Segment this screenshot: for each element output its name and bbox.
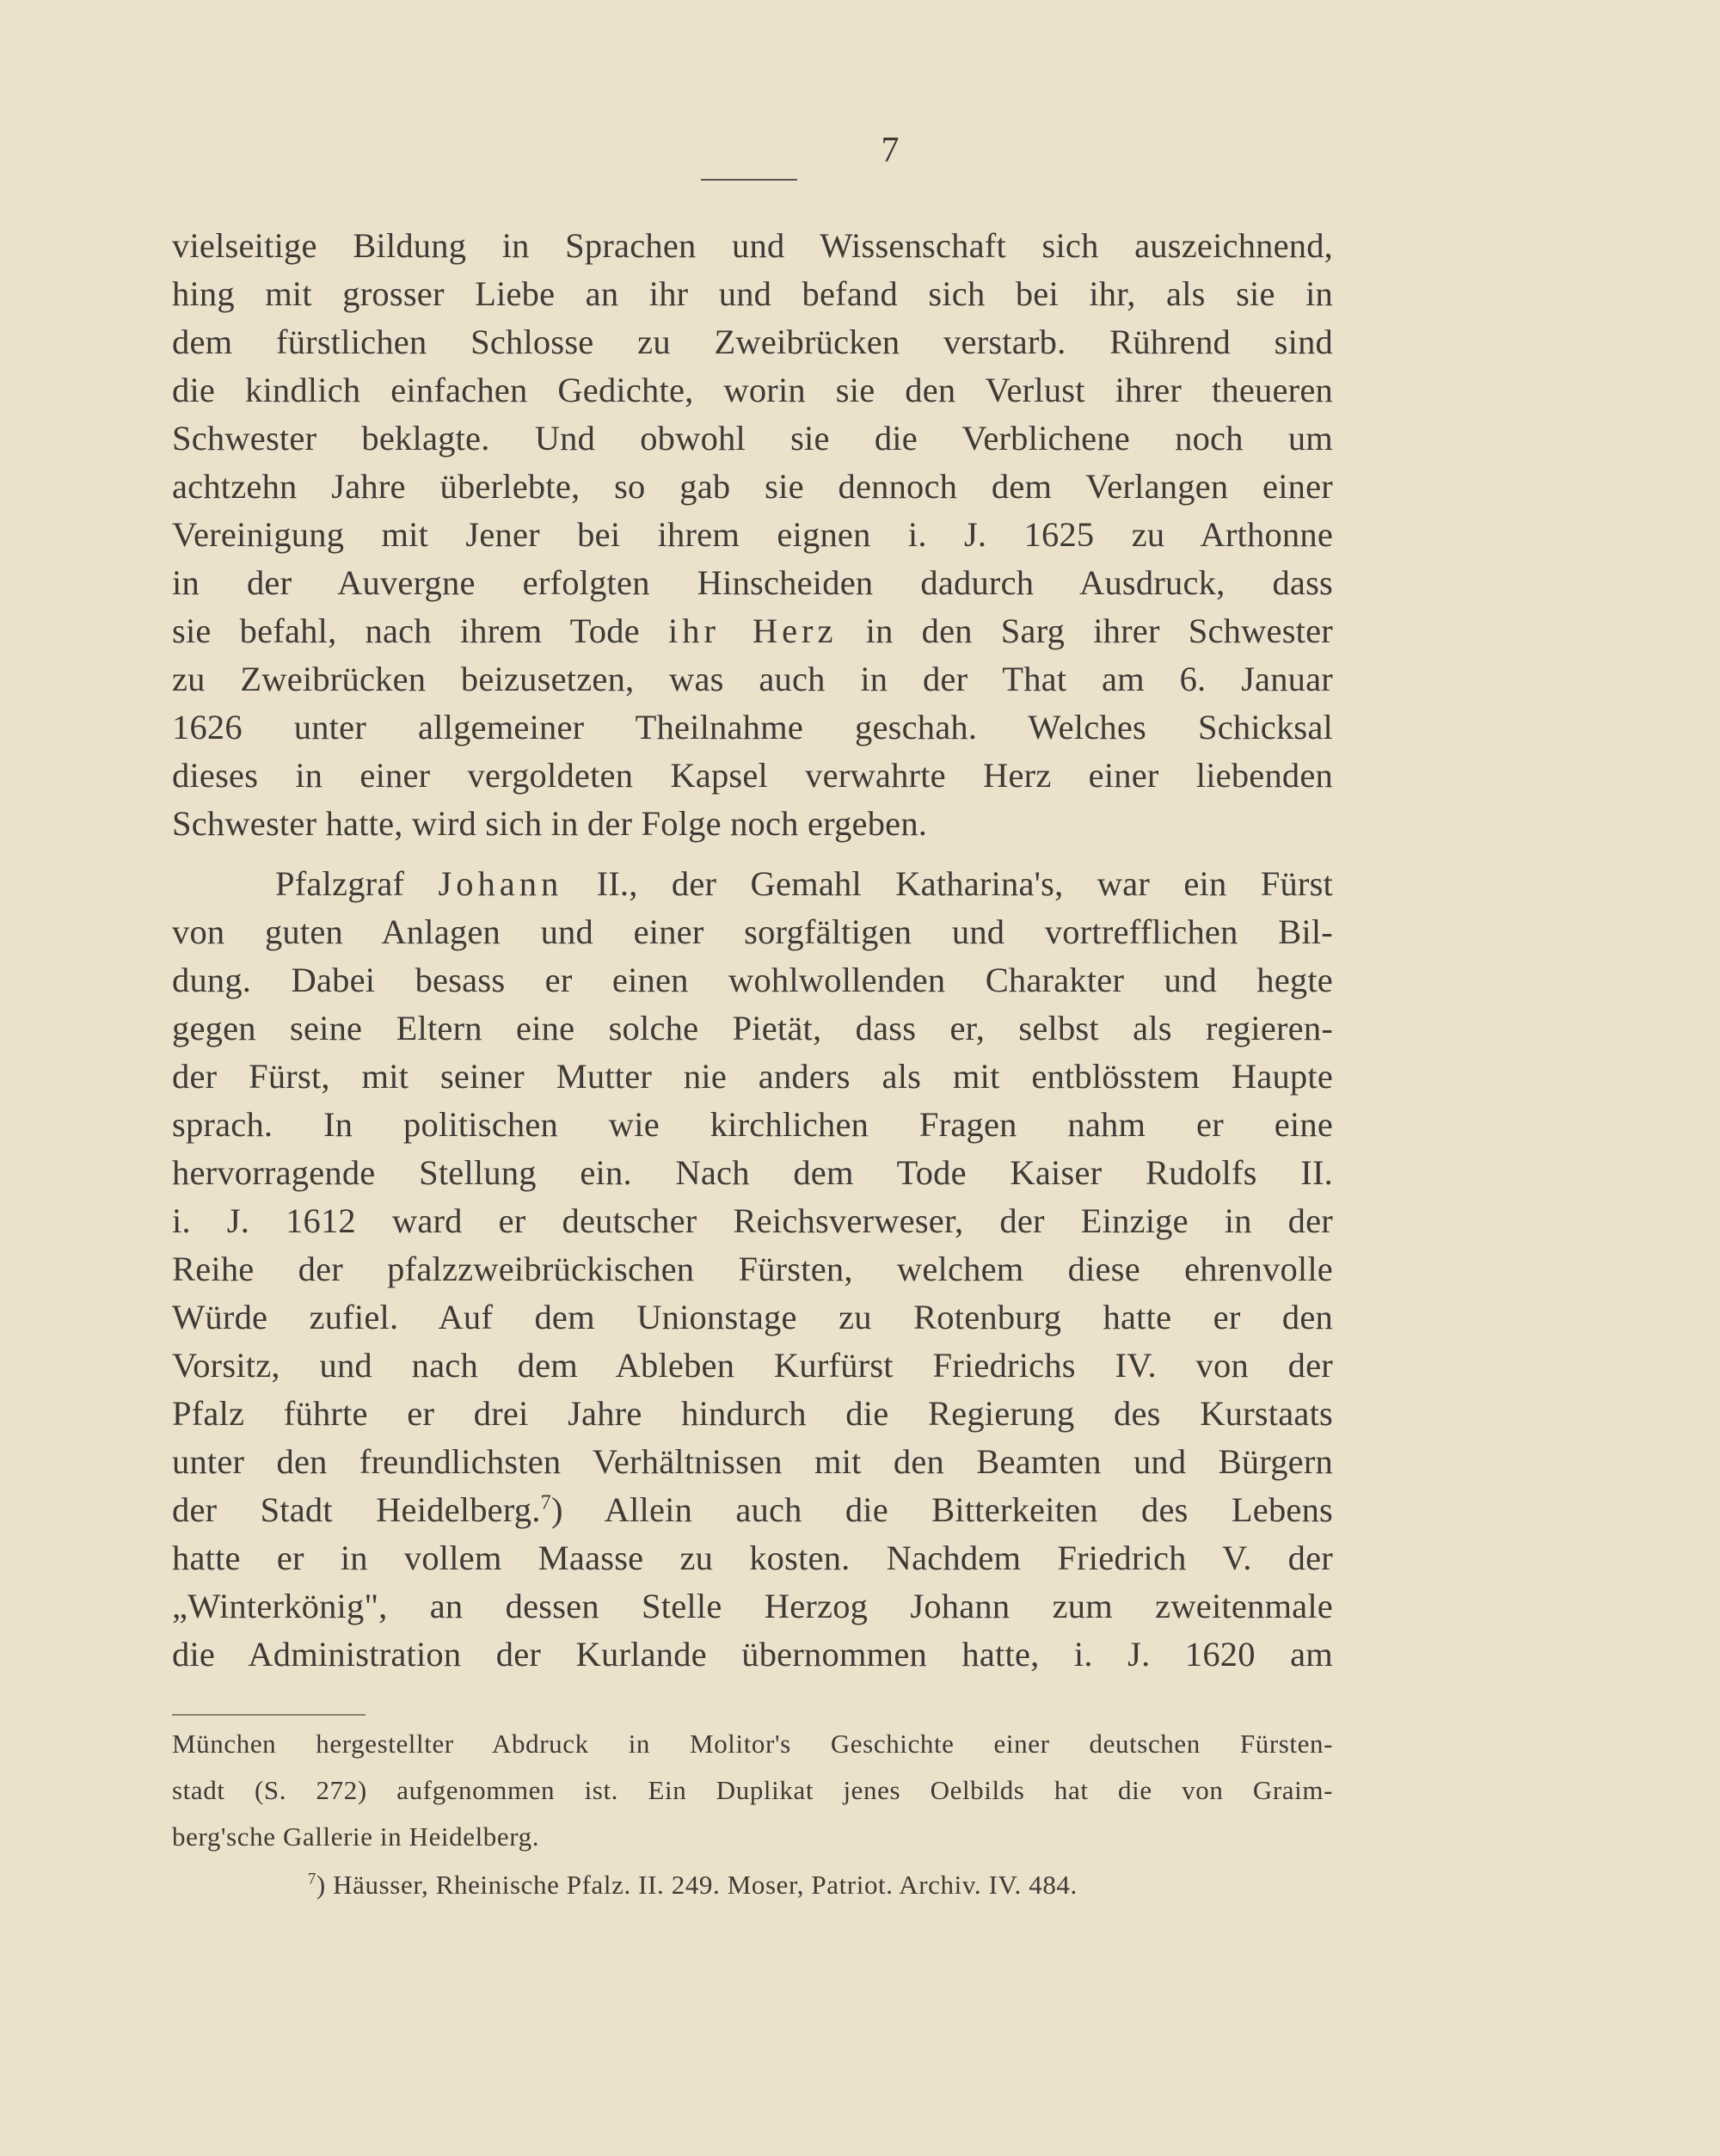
body-line-27-part-a: der Stadt Heidelberg.	[172, 1490, 541, 1529]
body-line-25: Pfalz führte er drei Jahre hindurch die Regierung des Kurstaats	[172, 1394, 1333, 1433]
footnote-separator	[172, 1714, 366, 1716]
body-line-4: die kindlich einfachen Gedichte, worin sie den Verlust ihrer theueren	[172, 371, 1333, 409]
footnote-7-text: ) Häusser, Rheinische Pfalz. II. 249. Moser, Patriot. Archiv. IV. 484.	[316, 1870, 1078, 1900]
body-line-5: Schwester beklagte. Und obwohl sie die Verblichene noch um	[172, 419, 1333, 458]
body-line-14	[275, 860, 1333, 908]
body-line-10: zu Zweibrücken beizusetzen, was auch in der That am 6. Januar	[172, 660, 1333, 698]
footnote-7	[308, 1868, 1290, 1902]
footnote-line-1: München hergestellter Abdruck in Molitor's Geschichte einer deutschen Fürsten-	[172, 1729, 1333, 1759]
body-line-21: i. J. 1612 ward er deutscher Reichsverweser, der Einzige in der	[172, 1201, 1333, 1240]
body-line-22: Reihe der pfalzzweibrückischen Fürsten, welchem diese ehrenvolle	[172, 1250, 1333, 1288]
page-number: 7	[881, 131, 900, 170]
body-line-23: Würde zufiel. Auf dem Unionstage zu Rotenburg hatte er den	[172, 1298, 1333, 1336]
body-line-13: Schwester hatte, wird sich in der Folge noch ergeben.	[172, 804, 928, 843]
emphasis-johann: Johann	[438, 864, 563, 903]
body-line-19: sprach. In politischen wie kirchlichen Fragen nahm er eine	[172, 1105, 1333, 1144]
page-number-rule	[701, 179, 797, 181]
body-line-9-part-a: sie befahl, nach ihrem Tode	[172, 611, 640, 650]
body-line-15: von guten Anlagen und einer sorgfältigen und vortrefflichen Bil-	[172, 912, 1333, 951]
body-line-29: „Winterkönig", an dessen Stelle Herzog Johann zum zweitenmale	[172, 1587, 1333, 1625]
body-line-30: die Administration der Kurlande übernommen hatte, i. J. 1620 am	[172, 1635, 1333, 1674]
body-line-8: in der Auvergne erfolgten Hinscheiden dadurch Ausdruck, dass	[172, 563, 1333, 602]
body-line-9-part-b: in den Sarg ihrer Schwester	[865, 611, 1333, 650]
body-line-2: hing mit grosser Liebe an ihr und befand sich bei ihr, als sie in	[172, 274, 1333, 313]
body-line-17: gegen seine Eltern eine solche Pietät, dass er, selbst als regieren-	[172, 1009, 1333, 1047]
body-line-24: Vorsitz, und nach dem Ableben Kurfürst Friedrichs IV. von der	[172, 1346, 1333, 1385]
body-line-20: hervorragende Stellung ein. Nach dem Tode Kaiser Rudolfs II.	[172, 1153, 1333, 1192]
body-line-14-part-b: II., der Gemahl Katharina's, war ein Fürst	[596, 864, 1333, 903]
body-line-16: dung. Dabei besass er einen wohlwollenden Charakter und hegte	[172, 961, 1333, 999]
footnote-line-2: stadt (S. 272) aufgenommen ist. Ein Duplikat jenes Oelbilds hat die von Graim-	[172, 1775, 1333, 1805]
body-line-7: Vereinigung mit Jener bei ihrem eignen i. J. 1625 zu Arthonne	[172, 515, 1333, 554]
footnote-7-marker: 7	[308, 1870, 316, 1889]
footnote-line-3: berg'sche Gallerie in Heidelberg.	[172, 1821, 540, 1852]
body-line-3: dem fürstlichen Schlosse zu Zweibrücken verstarb. Rührend sind	[172, 322, 1333, 361]
body-line-1: vielseitige Bildung in Sprachen und Wissenschaft sich auszeichnend,	[172, 226, 1333, 265]
body-line-27-part-b: ) Allein auch die Bitterkeiten des Lebens	[550, 1490, 1333, 1529]
body-line-11: 1626 unter allgemeiner Theilnahme geschah. Welches Schicksal	[172, 708, 1333, 746]
body-line-6: achtzehn Jahre überlebte, so gab sie dennoch dem Verlangen einer	[172, 467, 1333, 506]
body-line-9	[172, 607, 1333, 655]
body-line-28: hatte er in vollem Maasse zu kosten. Nachdem Friedrich V. der	[172, 1539, 1333, 1577]
body-line-12: dieses in einer vergoldeten Kapsel verwahrte Herz einer liebenden	[172, 756, 1333, 795]
footnote-ref-7: 7	[540, 1490, 551, 1514]
emphasis-ihr-herz: ihr Herz	[667, 611, 838, 650]
body-line-26: unter den freundlichsten Verhältnissen mit den Beamten und Bürgern	[172, 1442, 1333, 1481]
body-line-14-part-a: Pfalzgraf	[275, 864, 405, 903]
body-line-27	[172, 1486, 1333, 1534]
body-line-18: der Fürst, mit seiner Mutter nie anders als mit entblösstem Haupte	[172, 1057, 1333, 1096]
